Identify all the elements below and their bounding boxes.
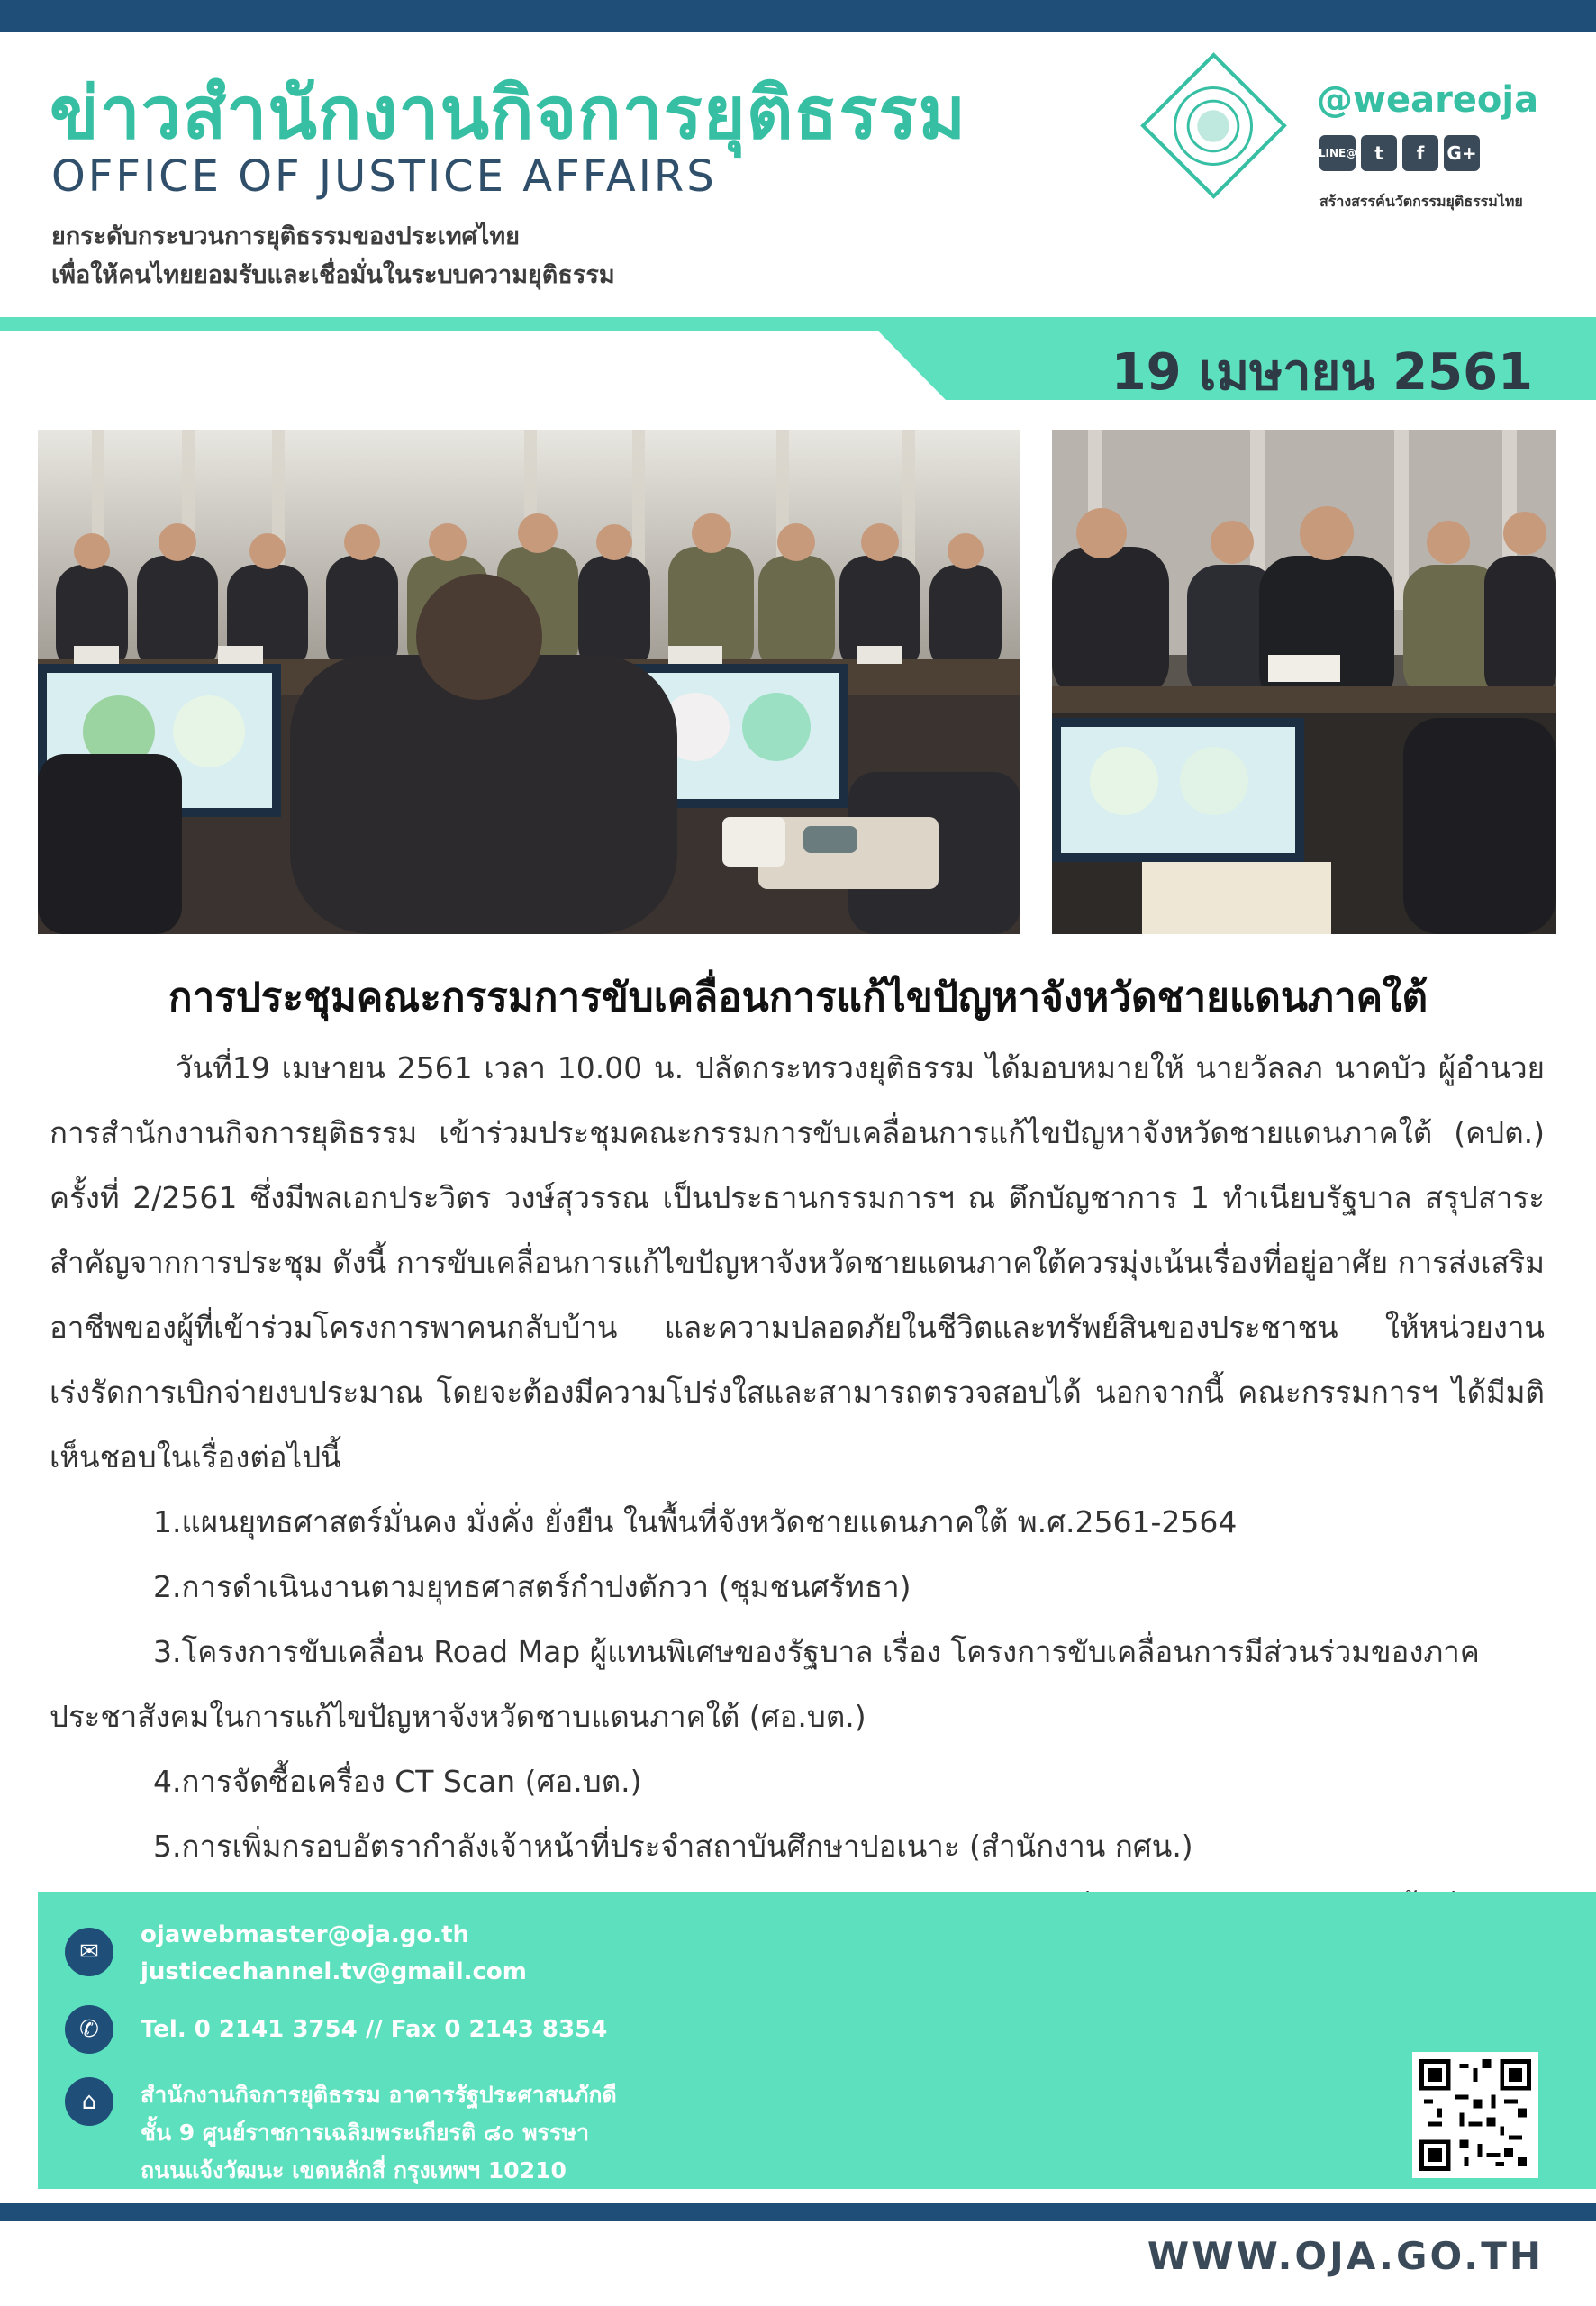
contact-phone: Tel. 0 2141 3754 // Fax 0 2143 8354 bbox=[141, 2016, 608, 2043]
google-plus-icon[interactable]: G+ bbox=[1444, 135, 1480, 171]
list-item: 4.การจัดซื้อเครื่อง CT Scan (ศอ.บต.) bbox=[153, 1764, 642, 1799]
phone-icon: ✆ bbox=[65, 2005, 113, 2054]
twitter-icon[interactable]: t bbox=[1361, 135, 1397, 171]
contact-email-2[interactable]: justicechannel.tv@gmail.com bbox=[141, 1958, 527, 1985]
home-icon: ⌂ bbox=[65, 2077, 113, 2126]
address-line-3: ถนนแจ้งวัฒนะ เขตหลักสี่ กรุงเทพฯ 10210 bbox=[141, 2157, 567, 2183]
page-title-english: OFFICE OF JUSTICE AFFAIRS bbox=[51, 151, 717, 202]
address-line-1: สำนักงานกิจการยุติธรรม อาคารรัฐประศาสนภักดี bbox=[141, 2082, 617, 2108]
address-line-2: ชั้น 9 ศูนย์ราชการเฉลิมพระเกียรติ ๘๐ พรรษา bbox=[141, 2120, 590, 2146]
article-body bbox=[50, 1036, 1545, 2009]
social-links bbox=[1319, 135, 1480, 171]
list-item: 2.การดำเนินงานตามยุทธศาสตร์กำปงตักวา (ชุมชนศรัทธา) bbox=[153, 1569, 911, 1604]
list-item: 3.โครงการขับเคลื่อน Road Map ผู้แทนพิเศษของรัฐบาล เรื่อง โครงการขับเคลื่อนการมีส่วนร่วมของภาคประชาสังคมในการแก้ไขปัญหาจังหวัดชาบแดนภาคใต้ (ศอ.บต.) bbox=[50, 1634, 1480, 1734]
email-icon: ✉ bbox=[65, 1928, 113, 1976]
meeting-photo-wide bbox=[38, 430, 1020, 934]
qr-code[interactable] bbox=[1412, 2052, 1538, 2178]
top-bar bbox=[0, 0, 1596, 32]
contact-email-1[interactable]: ojawebmaster@oja.go.th bbox=[141, 1921, 470, 1948]
meeting-photo-closeup bbox=[1052, 430, 1556, 934]
social-caption: สร้างสรรค์นวัตกรรมยุติธรรมไทย bbox=[1319, 193, 1523, 210]
list-item: 5.การเพิ่มกรอบอัตรากำลังเจ้าหน้าที่ประจำสถาบันศึกษาปอเนาะ (สำนักงาน กศน.) bbox=[153, 1829, 1193, 1864]
tagline-line-1: ยกระดับกระบวนการยุติธรรมของประเทศไทย bbox=[51, 222, 520, 250]
justice-seal-icon bbox=[1157, 70, 1269, 182]
bottom-bar bbox=[0, 2203, 1596, 2221]
article-paragraph: วันที่19 เมษายน 2561 เวลา 10.00 น. ปลัดกระทรวงยุติธรรม ได้มอบหมายให้ นายวัลลภ นาคบัว ผู้อำนวยการสำนักงานกิจการยุติธรรม เข้าร่วมประชุมคณะกรรมการขับเคลื่อนการแก้ไขปัญหาจังหวัดชายแดนภาคใต้ (คปต.) ครั้งที่ 2/2561 ซึ่งมีพลเอกประวิตร วงษ์สุวรรณ เป็นประธานกรรมการฯ ณ ตึกบัญชาการ 1 ทำเนียบรัฐบาล สรุปสาระสำคัญจากการประชุม ดังนี้ การขับเคลื่อนการแก้ไขปัญหาจังหวัดชายแดนภาคใต้ควรมุ่งเน้นเรื่องที่อยู่อาศัย การส่งเสริมอาชีพของผู้ที่เข้าร่วมโครงการพาคนกลับบ้าน และความปลอดภัยในชีวิตและทรัพย์สินของประชาชน ให้หน่วยงานเร่งรัดการเบิกจ่ายงบประมาณ โดยจะต้องมีความโปร่งใสและสามารถตรวจสอบได้ นอกจากนี้ คณะกรรมการฯ ได้มีมติเห็นชอบในเรื่องต่อไปนี้ bbox=[50, 1050, 1545, 1475]
article-heading: การประชุมคณะกรรมการขับเคลื่อนการแก้ไขปัญหาจังหวัดชายแดนภาคใต้ bbox=[168, 975, 1428, 1021]
line-icon[interactable]: LINE@ bbox=[1319, 135, 1356, 171]
tagline-line-2: เพื่อให้คนไทยยอมรับและเชื่อมั่นในระบบความยุติธรรม bbox=[51, 261, 615, 289]
page-title-thai: ข่าวสำนักงานกิจการยุติธรรม bbox=[50, 71, 967, 155]
facebook-icon[interactable]: f bbox=[1402, 135, 1438, 171]
social-handle[interactable]: @weareoja bbox=[1317, 79, 1539, 121]
list-item: 1.แผนยุทธศาสตร์มั่นคง มั่งคั่ง ยั่งยืน ในพื้นที่จังหวัดชายแดนภาคใต้ พ.ศ.2561-2564 bbox=[153, 1504, 1238, 1539]
news-date: 19 เมษายน 2561 bbox=[1111, 343, 1533, 402]
website-link[interactable]: WWW.OJA.GO.TH bbox=[1147, 2234, 1544, 2278]
